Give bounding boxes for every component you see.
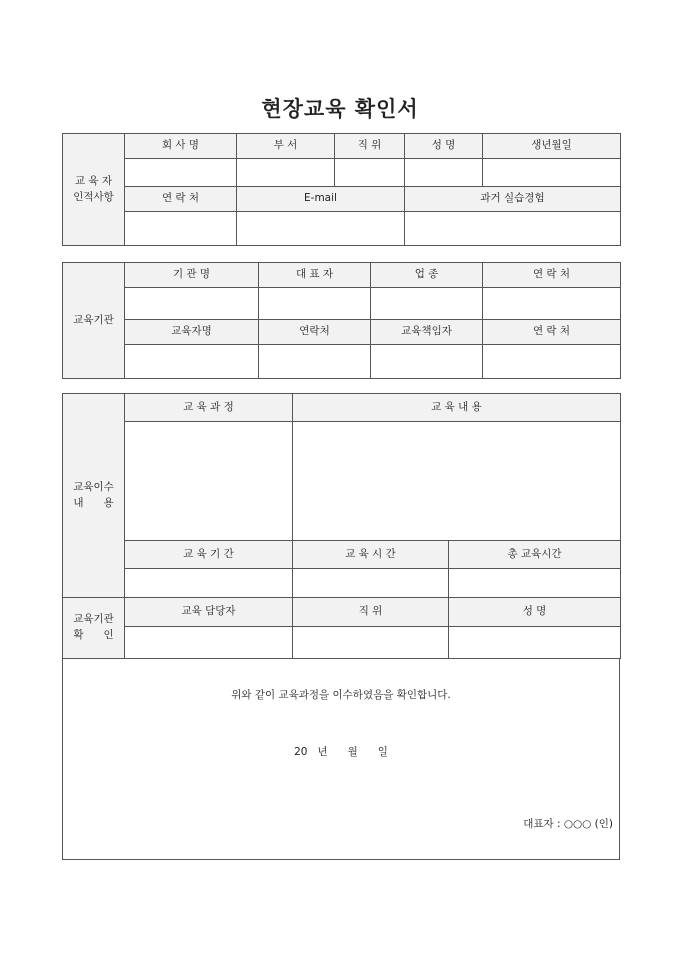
email-header: E-mail — [237, 187, 405, 212]
name-field[interactable] — [405, 159, 483, 187]
position-field[interactable] — [335, 159, 405, 187]
course-period-field[interactable] — [125, 569, 293, 598]
course-hours-field[interactable] — [293, 569, 449, 598]
staff-name-header: 성 명 — [449, 598, 621, 627]
birthdate-header: 생년월일 — [483, 134, 621, 159]
position-header: 직 위 — [335, 134, 405, 159]
department-header: 부 서 — [237, 134, 335, 159]
confirmation-table — [62, 597, 621, 659]
institution-table — [62, 262, 621, 379]
course-table — [62, 393, 621, 598]
staff-position-header: 직 위 — [293, 598, 449, 627]
educator-name-field[interactable] — [125, 345, 259, 379]
document-title: 현장교육 확인서 — [261, 97, 419, 121]
institution-name-field[interactable] — [125, 288, 259, 320]
supervisor-header: 교육책임자 — [371, 320, 483, 345]
confirmation-section-label: 교육기관 확 인 — [63, 598, 125, 659]
past-experience-header: 과거 실습경험 — [405, 187, 621, 212]
trainee-info-table — [62, 133, 621, 246]
confirmation-statement: 위와 같이 교육과정을 이수하였음을 확인합니다. — [231, 689, 451, 701]
trainee-section-label: 교 육 자 인적사항 — [63, 134, 125, 246]
representative-header: 대 표 자 — [259, 263, 371, 288]
educator-contact-field[interactable] — [259, 345, 371, 379]
date-line: 20 년 월 일 — [294, 746, 388, 758]
supervisor-contact-header: 연 락 처 — [483, 320, 621, 345]
course-hours-header: 교 육 시 간 — [293, 541, 449, 569]
total-hours-field[interactable] — [449, 569, 621, 598]
representative-field[interactable] — [259, 288, 371, 320]
email-field[interactable] — [237, 212, 405, 246]
institution-name-header: 기 관 명 — [125, 263, 259, 288]
staff-header: 교육 담당자 — [125, 598, 293, 627]
past-experience-field[interactable] — [405, 212, 621, 246]
institution-contact-field[interactable] — [483, 288, 621, 320]
representative-signature: 대표자 : ○○○ (인) — [523, 818, 613, 830]
company-name-header: 회 사 명 — [125, 134, 237, 159]
course-name-field[interactable] — [125, 422, 293, 541]
confirmation-statement-box — [62, 658, 620, 860]
business-type-header: 업 종 — [371, 263, 483, 288]
educator-name-header: 교육자명 — [125, 320, 259, 345]
department-field[interactable] — [237, 159, 335, 187]
course-period-header: 교 육 기 간 — [125, 541, 293, 569]
staff-field[interactable] — [125, 627, 293, 659]
course-content-field[interactable] — [293, 422, 621, 541]
course-content-header: 교 육 내 용 — [293, 394, 621, 422]
educator-contact-header: 연락처 — [259, 320, 371, 345]
supervisor-field[interactable] — [371, 345, 483, 379]
institution-section-label: 교육기관 — [63, 263, 125, 379]
institution-contact-header: 연 락 처 — [483, 263, 621, 288]
course-name-header: 교 육 과 정 — [125, 394, 293, 422]
contact-header: 연 락 처 — [125, 187, 237, 212]
total-hours-header: 총 교육시간 — [449, 541, 621, 569]
name-header: 성 명 — [405, 134, 483, 159]
supervisor-contact-field[interactable] — [483, 345, 621, 379]
company-name-field[interactable] — [125, 159, 237, 187]
business-type-field[interactable] — [371, 288, 483, 320]
course-section-label: 교육이수 내 용 — [63, 394, 125, 598]
birthdate-field[interactable] — [483, 159, 621, 187]
contact-field[interactable] — [125, 212, 237, 246]
staff-name-field[interactable] — [449, 627, 621, 659]
staff-position-field[interactable] — [293, 627, 449, 659]
